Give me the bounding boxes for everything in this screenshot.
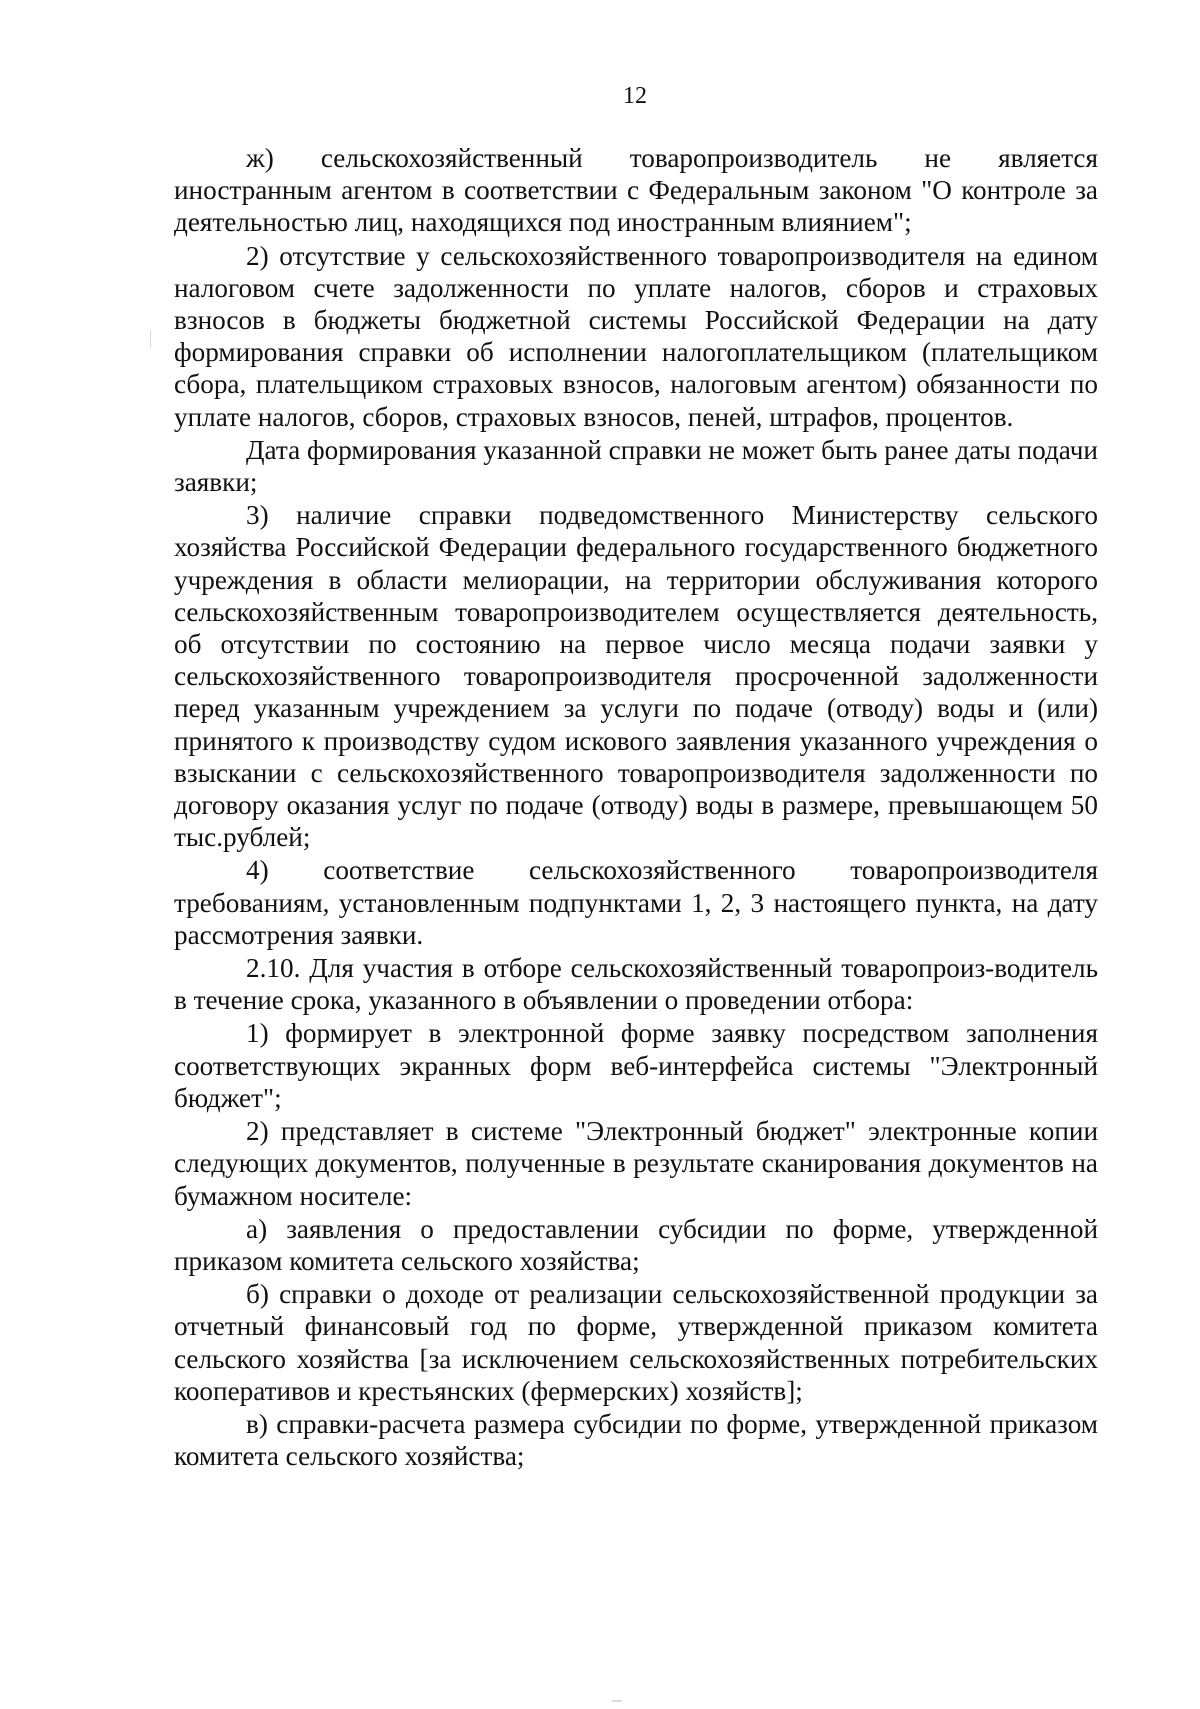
paragraph-melioration-certificate: 3) наличие справки подведомственного Министерству сельского хозяйства Российской Федерации федерального государственного бюджетного учреждения в области мелиорации, на территории обслуживания которого сельскохозяйственным товаропроизводителем осуществляется деятельность, об отсутствии по состоянию на первое число месяца подачи заявки у сельскохозяйственного товаропроизводителя просроченной задолженности перед указанным учреждением за услуги по подаче (отводу) воды и (или) принятого к производству судом искового заявления указанного учреждения о взыскании с сельскохозяйственного товаропроизводителя задолженности по договору оказания услуг по подаче (отводу) воды в размере, превышающем 50 тыс.рублей; — [174, 500, 1098, 853]
document-body — [174, 142, 1098, 1472]
paragraph-item-b: б) справки о доходе от реализации сельскохозяйственной продукции за отчетный финансовый год по форме, утвержденной приказом комитета сельского хозяйства [за исключением сельскохозяйственных потребительских кооперативов и крестьянских (фермерских) хозяйств]; — [174, 1279, 1098, 1406]
paragraph-tax-debt: 2) отсутствие у сельскохозяйственного товаропроизводителя на едином налоговом счете задолженности по уплате налогов, сборов и страховых взносов в бюджеты бюджетной системы Российской Федерации на дату формирования справки об исполнении налогоплательщиком (плательщиком сбора, плательщиком страховых взносов, налоговым агентом) обязанности по уплате налогов, сборов, страховых взносов, пеней, штрафов, процентов. — [174, 240, 1098, 432]
paragraph-scanned-copies: 2) представляет в системе "Электронный бюджет" электронные копии следующих документов, полученные в результате сканирования документов на бумажном носителе: — [174, 1116, 1098, 1211]
scan-artifact-left — [150, 330, 151, 348]
paragraph-compliance: 4) соответствие сельскохозяйственного товаропроизводителя требованиям, установленным подпунктами 1, 2, 3 настоящего пункта, на дату рассмотрения заявки. — [174, 855, 1098, 950]
page-number: 12 — [623, 83, 647, 109]
paragraph-item-v: в) справки-расчета размера субсидии по форме, утвержденной приказом комитета сельского хозяйства; — [174, 1408, 1098, 1472]
paragraph-foreign-agent: ж) сельскохозяйственный товаропроизводитель не является иностранным агентом в соответствии с Федеральным законом "О контроле за деятельностью лиц, находящихся под иностранным влиянием"; — [174, 143, 1098, 238]
paragraph-item-a: а) заявления о предоставлении субсидии по форме, утвержденной приказом комитета сельского хозяйства; — [174, 1213, 1098, 1276]
paragraph-electronic-form: 1) формирует в электронной форме заявку посредством заполнения соответствующих экранных форм веб-интерфейса системы "Электронный бюджет"; — [174, 1018, 1098, 1113]
scan-artifact-bottom — [612, 1700, 622, 1702]
paragraph-section-2-10: 2.10. Для участия в отборе сельскохозяйственный товаропроиз-водитель в течение срока, указанного в объявлении о проведении отбора: — [174, 953, 1098, 1016]
paragraph-certificate-date: Дата формирования указанной справки не может быть ранее даты подачи заявки; — [174, 434, 1098, 498]
